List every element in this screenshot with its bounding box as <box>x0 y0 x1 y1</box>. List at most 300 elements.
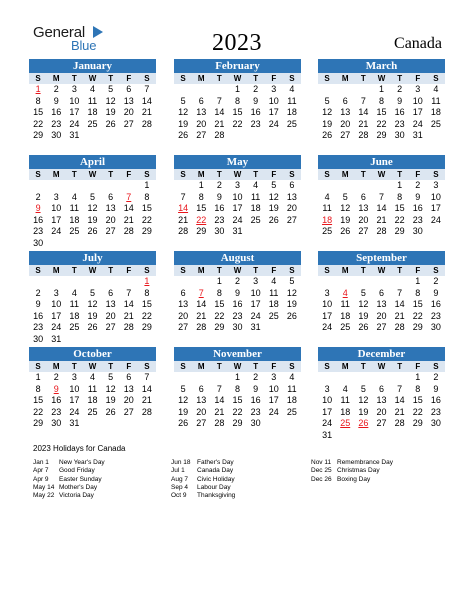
day-cell: 3 <box>324 287 330 298</box>
holiday-name: Canada Day <box>197 467 234 475</box>
day-cell: 18 <box>87 395 98 405</box>
weekday-label: W <box>377 74 386 83</box>
day-cell: 6 <box>360 191 366 202</box>
weekday-label: T <box>397 170 403 179</box>
day-cell: 24 <box>51 226 62 236</box>
empty-day-cell <box>336 372 354 384</box>
day-cell: 12 <box>286 287 297 298</box>
day-cell: 3 <box>71 84 77 94</box>
day-cell: 11 <box>269 287 279 298</box>
empty-day-cell <box>120 180 138 192</box>
day-cell: 20 <box>340 118 351 129</box>
weekday-label: S <box>35 74 41 83</box>
day-cell: 18 <box>268 299 279 309</box>
day-cell: 19 <box>105 107 116 117</box>
weekday-header <box>174 73 301 84</box>
day-cell: 19 <box>286 299 297 309</box>
brand-blue-text: Blue <box>71 38 97 53</box>
month-april <box>29 155 156 249</box>
holiday-name: New Year's Day <box>59 459 105 466</box>
day-cell: 12 <box>87 299 98 309</box>
day-cell: 13 <box>123 95 134 106</box>
day-cell: 17 <box>268 395 279 405</box>
day-cell: 4 <box>71 287 77 298</box>
day-grid <box>29 276 156 345</box>
day-cell: 7 <box>126 287 132 298</box>
weekday-label: W <box>377 170 386 179</box>
day-cell: 23 <box>394 118 405 129</box>
day-cell: 23 <box>51 406 62 417</box>
day-cell: 11 <box>322 203 332 213</box>
day-cell: 30 <box>430 322 441 332</box>
day-cell: 8 <box>144 191 150 202</box>
empty-day-cell <box>47 276 65 288</box>
day-cell: 7 <box>378 191 384 202</box>
weekday-label: W <box>233 74 242 83</box>
day-cell: 5 <box>108 372 114 382</box>
day-cell: 16 <box>430 395 441 405</box>
day-cell: 23 <box>232 310 243 321</box>
day-cell: 12 <box>105 95 116 106</box>
holiday-column <box>33 459 105 500</box>
holiday-date: Apr 9 <box>33 475 49 483</box>
holiday-entry <box>33 467 105 475</box>
day-cell: 28 <box>394 418 405 428</box>
day-cell: 9 <box>433 287 439 298</box>
day-cell: 3 <box>53 191 59 202</box>
holiday-entry <box>33 484 105 492</box>
day-cell: 26 <box>358 322 369 332</box>
empty-day-cell <box>192 84 210 96</box>
month-title: January <box>29 59 156 73</box>
holiday-day-cell: 14 <box>178 203 189 213</box>
day-cell: 14 <box>376 203 387 213</box>
day-cell: 25 <box>69 226 80 236</box>
month-september <box>318 251 445 334</box>
empty-day-cell <box>29 276 47 288</box>
weekday-label: T <box>253 170 259 179</box>
day-cell: 4 <box>89 372 95 382</box>
weekday-label: S <box>324 266 330 275</box>
day-cell: 10 <box>268 383 279 394</box>
day-cell: 14 <box>214 107 225 117</box>
day-cell: 14 <box>394 395 405 405</box>
holiday-day-cell: 7 <box>126 191 132 202</box>
day-cell: 16 <box>51 107 62 117</box>
day-cell: 10 <box>51 203 62 213</box>
weekday-label: F <box>271 74 277 83</box>
day-cell: 12 <box>268 191 279 202</box>
day-cell: 23 <box>250 118 261 129</box>
day-cell: 25 <box>430 118 441 129</box>
holiday-entry <box>311 467 393 475</box>
weekday-label: T <box>71 266 77 275</box>
day-cell: 24 <box>69 406 80 417</box>
day-cell: 28 <box>214 130 225 140</box>
weekday-label: T <box>360 362 366 371</box>
day-cell: 4 <box>324 191 330 202</box>
weekday-label: M <box>341 74 349 83</box>
day-cell: 8 <box>234 95 240 106</box>
weekday-label: S <box>433 74 439 83</box>
weekday-label: S <box>144 362 150 371</box>
day-cell: 13 <box>286 191 297 202</box>
weekday-label: S <box>35 170 41 179</box>
empty-day-cell <box>391 276 409 288</box>
weekday-label: T <box>216 170 222 179</box>
day-cell: 18 <box>430 107 441 117</box>
holiday-entry <box>171 492 235 500</box>
day-cell: 30 <box>232 322 243 332</box>
day-cell: 14 <box>123 299 134 309</box>
holiday-date: Jul 1 <box>171 467 185 475</box>
weekday-header <box>318 169 445 180</box>
day-cell: 9 <box>234 287 240 298</box>
holiday-name: Remembrance Day <box>337 459 393 466</box>
day-cell: 29 <box>196 226 207 236</box>
day-cell: 26 <box>268 214 279 225</box>
day-cell: 2 <box>216 180 222 190</box>
day-cell: 22 <box>394 214 405 225</box>
empty-day-cell <box>318 180 336 192</box>
day-cell: 3 <box>415 84 421 94</box>
empty-day-cell <box>210 84 228 96</box>
day-cell: 20 <box>105 310 116 321</box>
empty-day-cell <box>354 276 372 288</box>
holiday-day-cell: 26 <box>358 418 369 428</box>
month-august <box>174 251 301 334</box>
day-cell: 12 <box>87 203 98 213</box>
day-cell: 17 <box>69 395 80 405</box>
weekday-label: T <box>253 266 259 275</box>
day-cell: 16 <box>394 107 405 117</box>
empty-day-cell <box>192 372 210 384</box>
empty-day-cell <box>120 276 138 288</box>
weekday-label: T <box>71 170 77 179</box>
holiday-day-cell: 9 <box>35 203 41 213</box>
day-cell: 20 <box>123 395 134 405</box>
weekday-label: T <box>71 362 77 371</box>
day-cell: 11 <box>250 191 261 202</box>
day-cell: 20 <box>178 310 189 321</box>
day-cell: 24 <box>322 322 333 332</box>
holiday-date: Dec 25 <box>311 467 332 475</box>
holiday-name: Thanksgiving <box>197 492 236 500</box>
day-cell: 6 <box>198 95 204 106</box>
weekday-label: S <box>180 74 186 83</box>
day-cell: 14 <box>196 299 207 309</box>
day-cell: 1 <box>415 276 421 286</box>
day-cell: 4 <box>289 372 295 382</box>
day-cell: 3 <box>71 372 77 382</box>
day-cell: 15 <box>232 395 243 405</box>
weekday-header <box>29 265 156 276</box>
day-cell: 4 <box>433 84 439 94</box>
day-cell: 28 <box>196 322 207 332</box>
day-cell: 11 <box>69 203 80 213</box>
day-grid <box>318 276 445 334</box>
day-cell: 25 <box>286 406 297 417</box>
holiday-entry <box>311 459 393 467</box>
day-cell: 24 <box>268 118 279 129</box>
empty-day-cell <box>210 372 228 384</box>
day-cell: 13 <box>376 299 387 309</box>
day-grid <box>174 84 301 142</box>
day-cell: 6 <box>378 383 384 394</box>
day-cell: 10 <box>268 95 279 106</box>
holiday-entry <box>171 484 235 492</box>
day-grid <box>29 372 156 430</box>
day-cell: 11 <box>69 299 80 309</box>
weekday-label: S <box>289 362 295 371</box>
day-cell: 10 <box>430 191 441 202</box>
day-cell: 15 <box>33 395 44 405</box>
empty-day-cell <box>174 276 192 288</box>
day-cell: 1 <box>397 180 403 190</box>
day-cell: 27 <box>376 418 387 428</box>
weekday-label: S <box>289 170 295 179</box>
day-cell: 13 <box>196 107 207 117</box>
holiday-date: Oct 9 <box>171 492 187 500</box>
day-cell: 30 <box>430 418 441 428</box>
holiday-day-cell: 22 <box>196 214 207 225</box>
month-november <box>174 347 301 430</box>
day-cell: 6 <box>108 287 114 298</box>
day-cell: 12 <box>358 299 369 309</box>
day-cell: 2 <box>234 276 240 286</box>
day-cell: 26 <box>178 130 189 140</box>
day-cell: 26 <box>340 226 351 236</box>
day-cell: 2 <box>253 372 259 382</box>
day-cell: 17 <box>430 203 441 213</box>
day-cell: 16 <box>250 395 261 405</box>
day-cell: 21 <box>214 118 225 129</box>
day-cell: 19 <box>87 310 98 321</box>
weekday-header <box>29 73 156 84</box>
weekday-label: F <box>126 362 132 371</box>
holiday-date: Dec 26 <box>311 475 332 483</box>
month-title: June <box>318 155 445 169</box>
weekday-label: M <box>341 362 349 371</box>
day-cell: 3 <box>324 383 330 394</box>
day-cell: 28 <box>376 226 387 236</box>
day-cell: 24 <box>51 322 62 332</box>
day-cell: 5 <box>360 383 366 394</box>
day-cell: 24 <box>430 214 441 225</box>
day-cell: 14 <box>123 203 134 213</box>
day-cell: 1 <box>216 276 222 286</box>
day-cell: 15 <box>196 203 207 213</box>
day-cell: 15 <box>214 299 225 309</box>
weekday-header <box>318 73 445 84</box>
day-cell: 3 <box>253 276 259 286</box>
day-cell: 6 <box>126 84 132 94</box>
day-cell: 19 <box>178 118 189 129</box>
day-cell: 8 <box>234 383 240 394</box>
month-july <box>29 251 156 345</box>
holiday-name: Labour Day <box>197 483 231 491</box>
day-cell: 10 <box>51 299 62 309</box>
weekday-label: F <box>126 74 132 83</box>
month-title: September <box>318 251 445 265</box>
day-cell: 16 <box>412 203 423 213</box>
day-cell: 4 <box>342 383 348 394</box>
day-cell: 2 <box>397 84 403 94</box>
day-cell: 27 <box>340 130 351 140</box>
day-cell: 5 <box>289 276 295 286</box>
day-cell: 1 <box>144 180 150 190</box>
day-cell: 8 <box>397 191 403 202</box>
day-cell: 25 <box>87 118 98 129</box>
day-cell: 7 <box>144 372 150 382</box>
day-cell: 8 <box>144 287 150 298</box>
day-cell: 7 <box>144 84 150 94</box>
day-cell: 2 <box>433 372 439 382</box>
day-cell: 29 <box>232 418 243 428</box>
day-cell: 17 <box>69 107 80 117</box>
day-cell: 11 <box>287 95 297 106</box>
holiday-name: Victoria Day <box>59 492 94 500</box>
day-cell: 14 <box>141 383 152 394</box>
day-grid <box>318 84 445 142</box>
weekday-label: T <box>360 170 366 179</box>
day-cell: 18 <box>286 107 297 117</box>
day-cell: 31 <box>250 322 261 332</box>
day-cell: 13 <box>123 383 134 394</box>
day-cell: 1 <box>234 372 240 382</box>
calendar-year-title: 2023 <box>212 30 262 56</box>
day-cell: 22 <box>232 406 243 417</box>
month-title: December <box>318 347 445 361</box>
day-cell: 23 <box>51 118 62 129</box>
holiday-entry <box>171 459 235 467</box>
day-cell: 28 <box>123 226 134 236</box>
day-cell: 13 <box>105 299 116 309</box>
empty-day-cell <box>354 180 372 192</box>
weekday-label: S <box>180 170 186 179</box>
day-cell: 8 <box>35 95 41 106</box>
weekday-label: W <box>233 170 242 179</box>
day-cell: 19 <box>322 118 333 129</box>
day-cell: 4 <box>289 84 295 94</box>
day-cell: 28 <box>178 226 189 236</box>
day-cell: 10 <box>412 95 423 106</box>
day-cell: 10 <box>250 287 261 298</box>
day-cell: 4 <box>71 191 77 202</box>
day-cell: 18 <box>69 310 80 321</box>
day-cell: 31 <box>69 130 80 140</box>
holiday-entry <box>171 467 235 475</box>
day-cell: 9 <box>415 191 421 202</box>
weekday-label: S <box>144 170 150 179</box>
day-cell: 2 <box>433 276 439 286</box>
weekday-label: T <box>397 362 403 371</box>
day-cell: 2 <box>253 84 259 94</box>
holiday-entry <box>33 492 105 500</box>
day-cell: 25 <box>87 406 98 417</box>
day-cell: 22 <box>232 118 243 129</box>
weekday-label: F <box>126 266 132 275</box>
day-cell: 7 <box>180 191 186 202</box>
day-cell: 25 <box>322 226 333 236</box>
day-cell: 18 <box>69 214 80 225</box>
day-cell: 12 <box>105 383 116 394</box>
day-cell: 28 <box>394 322 405 332</box>
day-cell: 20 <box>196 406 207 417</box>
day-cell: 18 <box>250 203 261 213</box>
month-title: August <box>174 251 301 265</box>
day-cell: 20 <box>123 107 134 117</box>
day-cell: 1 <box>35 372 41 382</box>
day-cell: 9 <box>253 383 259 394</box>
day-cell: 12 <box>340 203 351 213</box>
holiday-date: May 22 <box>33 492 55 500</box>
empty-day-cell <box>83 180 101 192</box>
day-cell: 12 <box>358 395 369 405</box>
day-cell: 3 <box>271 84 277 94</box>
day-cell: 7 <box>397 287 403 298</box>
day-cell: 29 <box>33 130 44 140</box>
weekday-label: M <box>197 74 205 83</box>
day-cell: 25 <box>69 322 80 332</box>
day-cell: 28 <box>141 406 152 417</box>
day-cell: 5 <box>324 95 330 106</box>
day-cell: 19 <box>358 310 369 321</box>
day-cell: 24 <box>250 310 261 321</box>
day-cell: 9 <box>433 383 439 394</box>
weekday-label: W <box>233 362 242 371</box>
weekday-label: W <box>88 74 97 83</box>
weekday-label: M <box>52 170 60 179</box>
holiday-entry <box>33 476 105 484</box>
day-cell: 11 <box>340 299 350 309</box>
day-cell: 9 <box>216 191 222 202</box>
weekday-label: F <box>415 74 421 83</box>
empty-day-cell <box>372 372 390 384</box>
weekday-label: F <box>271 170 277 179</box>
day-cell: 5 <box>360 287 366 298</box>
weekday-label: M <box>341 266 349 275</box>
empty-day-cell <box>354 372 372 384</box>
weekday-header <box>318 361 445 372</box>
day-cell: 11 <box>431 95 441 106</box>
empty-day-cell <box>29 180 47 192</box>
day-cell: 5 <box>180 95 186 106</box>
day-cell: 1 <box>234 84 240 94</box>
day-cell: 9 <box>53 95 59 106</box>
day-cell: 24 <box>322 418 333 428</box>
weekday-label: T <box>397 74 403 83</box>
weekday-label: F <box>126 170 132 179</box>
day-cell: 6 <box>289 180 295 190</box>
day-cell: 14 <box>394 299 405 309</box>
day-cell: 31 <box>322 429 333 440</box>
day-grid <box>318 372 445 441</box>
day-cell: 23 <box>214 214 225 225</box>
day-cell: 11 <box>340 395 350 405</box>
day-cell: 19 <box>178 406 189 417</box>
weekday-label: T <box>216 362 222 371</box>
day-cell: 24 <box>69 118 80 129</box>
day-cell: 20 <box>105 214 116 225</box>
empty-day-cell <box>65 276 83 288</box>
weekday-label: W <box>88 362 97 371</box>
day-cell: 16 <box>232 299 243 309</box>
day-grid <box>174 372 301 430</box>
day-cell: 27 <box>358 226 369 236</box>
day-cell: 18 <box>340 406 351 417</box>
day-cell: 26 <box>87 226 98 236</box>
